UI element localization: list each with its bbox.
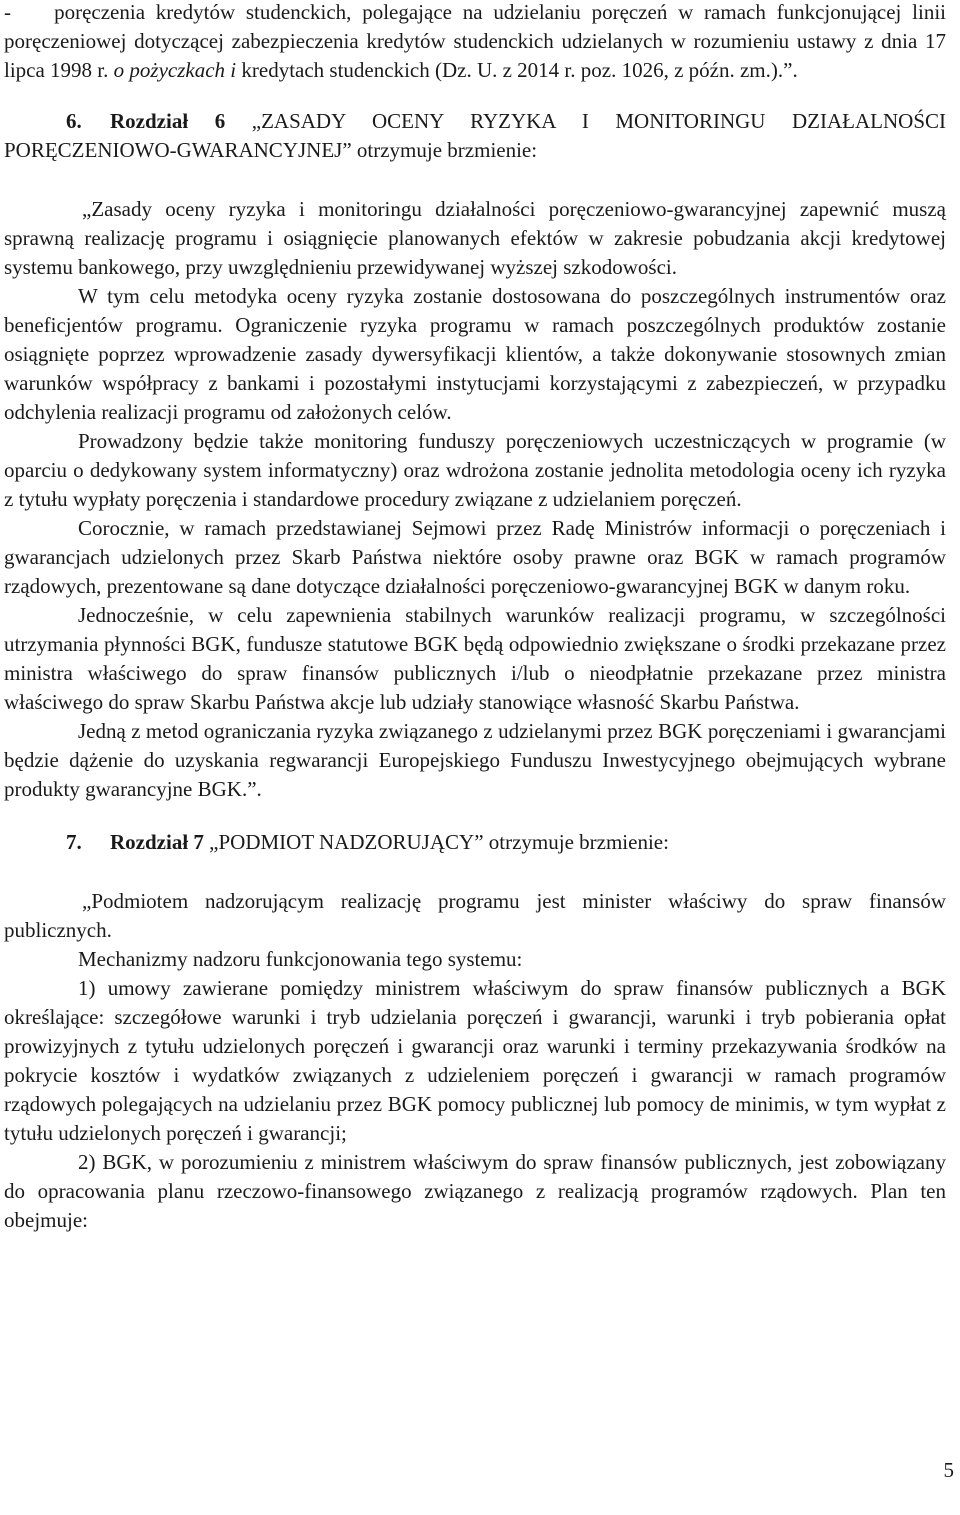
- list-dash: -: [4, 0, 11, 24]
- section-7-heading: [4, 828, 946, 857]
- section-6-title: „ZASADY OCENY RYZYKA I MONITORINGU DZIAŁALNOŚCI PORĘCZENIOWO-GWARANCYJNEJ: [4, 109, 946, 162]
- section-6-heading: 6. Rozdział 6 „ZASADY OCENY RYZYKA I MONITORINGU DZIAŁALNOŚCI PORĘCZENIOWO-GWARANCYJNEJ” otrzymuje brzmienie:: [4, 109, 946, 162]
- section-7-paragraph: „Podmiotem nadzorującym realizację programu jest minister właściwy do spraw finansów publicznych.: [4, 889, 946, 942]
- section-6-suffix: otrzymuje brzmienie:: [356, 138, 538, 162]
- section-7-label: Rozdział 7: [110, 830, 204, 854]
- section-6-paragraph: Corocznie, w ramach przedstawianej Sejmowi przez Radę Ministrów informacji o poręczeniach i gwarancjach udzielonych przez Skarb Państwa niektóre osoby prawne oraz BGK w ramach programów rządowych, prezentowane są dane dotyczące działalności poręczeniowo-gwarancyjnej BGK w danym roku.: [4, 516, 946, 598]
- document-page: [4, 0, 946, 1235]
- section-6-label: Rozdział 6: [110, 109, 226, 133]
- page-number: 5: [943, 1458, 954, 1482]
- list-item-student-loans: [4, 0, 946, 85]
- section-7-paragraph: Mechanizmy nadzoru funkcjonowania tego systemu:: [78, 947, 523, 971]
- section-7-number: 7.: [66, 830, 82, 854]
- list-item-text-end: kredytach studenckich (Dz. U. z 2014 r. poz. 1026, z późn. zm.).”.: [241, 58, 798, 82]
- section-7-suffix: otrzymuje brzmienie:: [488, 830, 669, 854]
- section-6-paragraph: Jednocześnie, w celu zapewnienia stabilnych warunków realizacji programu, w szczególności utrzymania płynności BGK, fundusze statutowe BGK będą odpowiednio zwiększane o środki przekazane przez ministra właściwego do spraw finansów publicznych i/lub o nieodpłatnie przekazane przez ministra właściwego do spraw Skarbu Państwa akcje lub udziały stanowiące własność Skarbu Państwa.: [4, 603, 946, 714]
- section-6-paragraph: „Zasady oceny ryzyka i monitoringu działalności poręczeniowo-gwarancyjnej zapewnić muszą sprawną realizację programu i osiągnięcie planowanych efektów w zakresie pobudzania akcji kredytowej systemu bankowego, przy uwzględnieniu przewidywanej wyższej szkodowości.: [4, 197, 946, 279]
- list-item-text: poręczenia kredytów studenckich, polegające na udzielaniu poręczeń w ramach funkcjonującej linii poręczeniowej dotyczącej zabezpieczenia kredytów studenckich udzielanych w rozumieniu ustawy z dnia 17 lipca 1998 r.: [4, 0, 947, 82]
- section-7-list-item: 1) umowy zawierane pomiędzy ministrem właściwym do spraw finansów publicznych a BGK określające: szczegółowe warunki i tryb udzielania poręczeń i gwarancji, warunki i tryb pobierania opłat prowizyjnych z tytułu udzielonych poręczeń i gwarancji oraz warunki i terminy przekazywania środków na pokrycie kosztów i wydatków związanych z udzieleniem poręczeń i gwarancji w ramach programów rządowych polegających na udzielaniu przez BGK pomocy publicznej lub pomocy de minimis, w tym wypłat z tytułu udzielonych poręczeń i gwarancji;: [4, 976, 946, 1145]
- section-6-paragraph: Prowadzony będzie także monitoring funduszy poręczeniowych uczestniczących w programie (w oparciu o dedykowany system informatyczny) oraz wdrożona zostanie jednolita metodologia oceny ich ryzyka z tytułu wypłaty poręczenia i standardowe procedury związane z udzielaniem poręczeń.: [4, 429, 946, 511]
- section-7-title: „PODMIOT NADZORUJĄCY”: [209, 830, 484, 854]
- section-6-paragraph: Jedną z metod ograniczania ryzyka związanego z udzielanymi przez BGK poręczeniami i gwarancjami będzie dążenie do uzyskania regwarancji Europejskiego Funduszu Inwestycyjnego obejmujących wybrane produkty gwarancyjne BGK.”.: [4, 719, 946, 801]
- section-6-number: 6.: [66, 109, 82, 133]
- section-6-paragraph: W tym celu metodyka oceny ryzyka zostanie dostosowana do poszczególnych instrumentów oraz beneficjentów programu. Ograniczenie ryzyka programu w ramach poszczególnych produktów zostanie osiągnięte poprzez wprowadzenie zasady dywersyfikacji klientów, a także dokonywanie stosownych zmian warunków współpracy z bankami i pozostałymi instytucjami korzystającymi z zabezpieczeń, w przypadku odchylenia realizacji programu od założonych celów.: [4, 284, 946, 424]
- section-7-list-item: 2) BGK, w porozumieniu z ministrem właściwym do spraw finansów publicznych, jest zobowiązany do opracowania planu rzeczowo-finansowego związanego z realizacją programów rządowych. Plan ten obejmuje:: [4, 1150, 946, 1232]
- list-item-italic-text: o pożyczkach i: [113, 58, 237, 82]
